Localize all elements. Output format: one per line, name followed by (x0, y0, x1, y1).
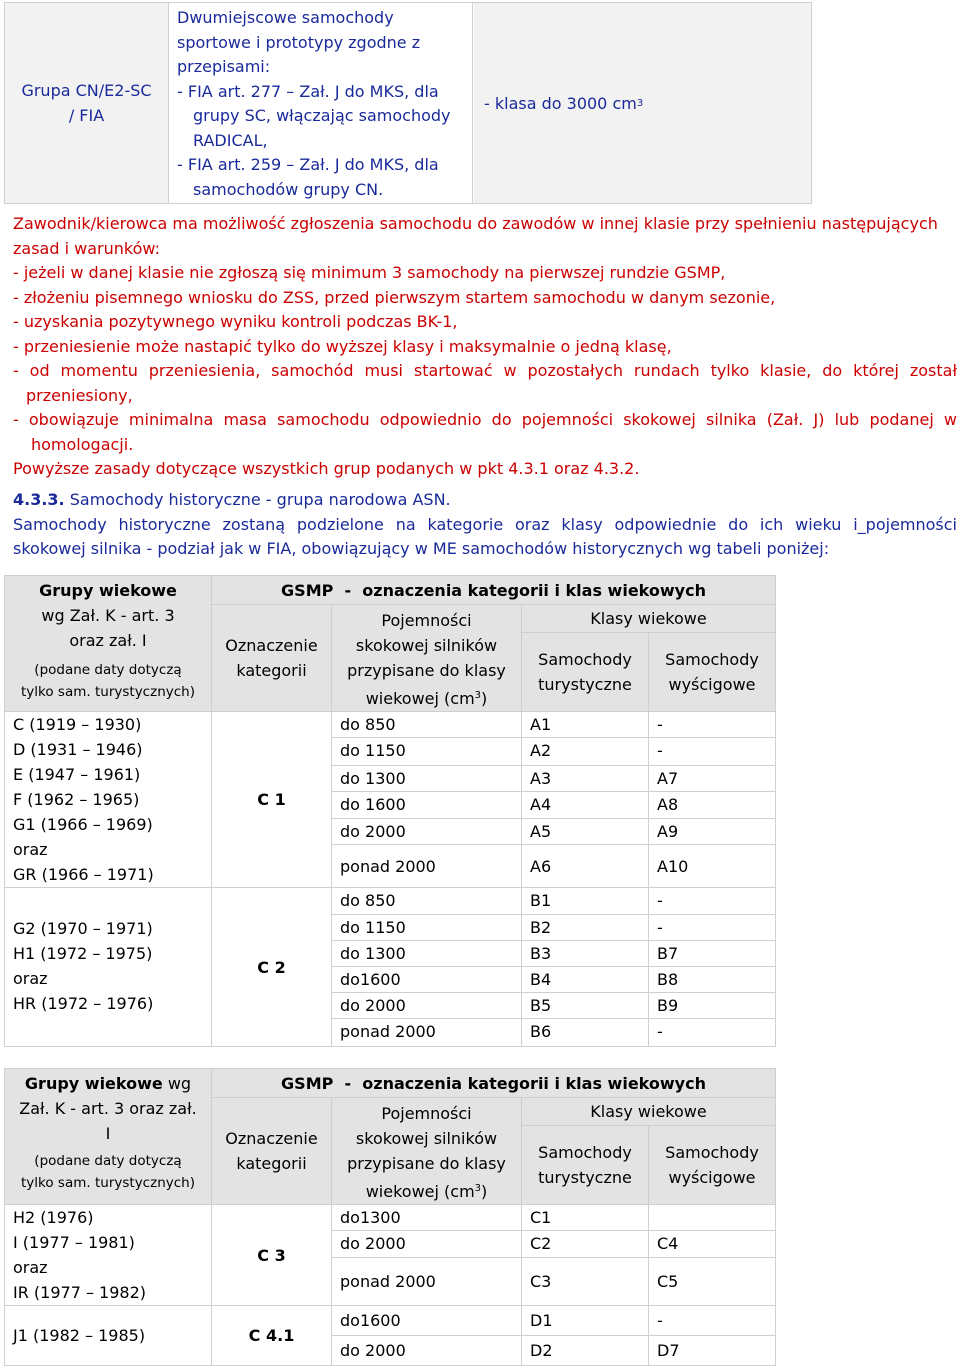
rules-intro-line: zasad i warunków: (13, 238, 160, 258)
capacity-cell: do 1600 (332, 792, 522, 818)
age-group: I (1977 – 1981) (13, 1233, 135, 1252)
header-groups-line: wg Zał. K - art. 3 (41, 606, 175, 625)
header-racing (649, 633, 776, 712)
header-groups-note: (podane daty dotyczą (34, 662, 182, 678)
racing-cell: - (649, 915, 776, 941)
rules-intro-line: Zawodnik/kierowca ma możliwość zgłoszenia samochodu do zawodów w innej klasie przy spełnieniu następujących (13, 214, 938, 233)
header-category-line: kategorii (236, 661, 307, 680)
racing-cell: - (649, 1019, 776, 1047)
header-category-line: kategorii (236, 1154, 307, 1173)
header-gsmp (212, 576, 776, 605)
description-cell (169, 3, 473, 203)
header-groups-line: I (105, 1124, 111, 1143)
section-title: Samochody historyczne - grupa narodowa ASN. (64, 490, 451, 509)
racing-cell: C5 (649, 1257, 776, 1306)
header-capacity-end: ) (481, 689, 488, 708)
touring-cell: A4 (522, 792, 649, 818)
age-group: H2 (1976) (13, 1208, 94, 1227)
desc-line: Dwumiejscowe samochody (177, 8, 394, 27)
racing-cell: - (649, 738, 776, 765)
desc-line: - FIA art. 259 – Zał. J do MKS, dla (177, 155, 439, 174)
touring-cell: B3 (522, 941, 649, 967)
header-capacity-sup: 3 (474, 1183, 482, 1194)
age-group: F (1962 – 1965) (13, 790, 140, 809)
header-racing-line: Samochody (665, 1143, 759, 1163)
header-touring-line: Samochody (538, 1143, 632, 1163)
header-category (212, 605, 332, 712)
desc-line: grupy SC, włączając samochody (193, 106, 451, 125)
capacity-cell: do 2000 (332, 993, 522, 1019)
capacity-cell: do 1150 (332, 915, 522, 941)
section-heading (13, 488, 957, 513)
header-touring-line: Samochody (538, 650, 632, 670)
age-groups-cell (5, 1306, 212, 1366)
history-table-1 (4, 575, 776, 1047)
category-cell: C 4.1 (212, 1306, 332, 1366)
age-group: HR (1972 – 1976) (13, 994, 154, 1013)
header-capacity-text: wiekowej (cm (365, 689, 475, 708)
rules-item: - złożeniu pisemnego wniosku do ZSS, przed pierwszym startem samochodu w danym sezonie, (13, 287, 776, 307)
header-groups-note: tylko sam. turystycznych) (21, 1175, 195, 1191)
class-cell (474, 3, 811, 203)
section-body-line: Samochody historyczne zostaną podzielone na kategorie oraz klasy odpowiednie do ich wieku i_pojemności (13, 514, 957, 534)
age-group: G1 (1966 – 1969) (13, 815, 153, 834)
racing-cell: B9 (649, 993, 776, 1019)
class-sup: 3 (636, 97, 644, 109)
capacity-cell: do 850 (332, 888, 522, 915)
header-gsmp-label: GSMP (281, 1073, 334, 1093)
racing-cell: - (649, 888, 776, 915)
history-table-2 (4, 1068, 776, 1366)
age-group: oraz (13, 969, 48, 988)
header-capacity-line: przypisane do klasy (347, 661, 506, 680)
capacity-cell: do 1150 (332, 738, 522, 765)
rules-item: przeniesiony, (26, 385, 133, 405)
touring-cell: C1 (522, 1205, 649, 1231)
touring-cell: C2 (522, 1231, 649, 1257)
header-capacity (332, 605, 522, 712)
rules-summary: Powyższe zasady dotyczące wszystkich grup podanych w pkt 4.3.1 oraz 4.3.2. (13, 459, 640, 478)
header-groups-rest: wg (162, 1074, 192, 1093)
touring-cell: B6 (522, 1019, 649, 1047)
racing-cell: A10 (649, 845, 776, 888)
touring-cell: B4 (522, 967, 649, 993)
desc-line: samochodów grupy CN. (193, 179, 384, 199)
touring-cell: D2 (522, 1336, 649, 1366)
header-gsmp-label: GSMP (281, 580, 334, 600)
header-groups-line: Zał. K - art. 3 oraz zał. (19, 1099, 197, 1118)
touring-cell: D1 (522, 1306, 649, 1336)
age-group: G2 (1970 – 1971) (13, 919, 153, 938)
touring-cell: B2 (522, 915, 649, 941)
racing-cell: - (649, 712, 776, 738)
touring-cell: C3 (522, 1257, 649, 1306)
header-groups-cell (5, 1069, 212, 1205)
capacity-cell: do 2000 (332, 818, 522, 844)
header-capacity-line: Pojemności (381, 1104, 472, 1123)
header-capacity-end: ) (481, 1182, 488, 1201)
header-gsmp-rest: - oznaczenia kategorii i klas wiekowych (333, 580, 706, 600)
header-category-line: Oznaczenie (225, 1129, 318, 1148)
racing-cell: - (649, 1306, 776, 1336)
racing-cell: B7 (649, 941, 776, 967)
age-groups-cell (5, 712, 212, 888)
header-groups-title-line (9, 1071, 207, 1096)
header-capacity-line: przypisane do klasy (347, 1154, 506, 1173)
age-groups-cell (5, 888, 212, 1047)
racing-cell: A7 (649, 765, 776, 791)
rules-item: homologacji. (31, 434, 134, 454)
header-category (212, 1098, 332, 1205)
header-groups-note: (podane daty dotyczą (34, 1153, 182, 1169)
age-group: D (1931 – 1946) (13, 740, 143, 759)
desc-line: przepisami: (177, 57, 271, 76)
header-capacity-line (340, 683, 513, 711)
racing-cell: C4 (649, 1231, 776, 1257)
top-group-row (4, 2, 812, 204)
capacity-cell: do1300 (332, 1205, 522, 1231)
touring-cell: B5 (522, 993, 649, 1019)
header-touring (522, 1126, 649, 1205)
header-racing (649, 1126, 776, 1205)
header-capacity-line: skokowej silników (355, 636, 498, 655)
section-number: 4.3.3. (13, 490, 65, 509)
touring-cell: A1 (522, 712, 649, 738)
touring-cell: A5 (522, 818, 649, 844)
capacity-cell: do 2000 (332, 1231, 522, 1257)
header-racing-line: wyścigowe (668, 675, 756, 695)
racing-cell: A8 (649, 792, 776, 818)
category-cell: C 3 (212, 1205, 332, 1306)
group-cell (5, 3, 169, 203)
class-text: - klasa do 3000 cm (484, 93, 637, 113)
header-age-classes: Klasy wiekowe (522, 605, 776, 633)
section-block (13, 488, 957, 562)
rules-item: - uzyskania pozytywnego wyniku kontroli podczas BK-1, (13, 312, 458, 331)
rules-item: - obowiązuje minimalna masa samochodu odpowiednio do pojemności skokowej silnika (Zał. J) lub podanej w (13, 410, 957, 429)
desc-line: sportowe i prototypy zgodne z (177, 32, 421, 52)
header-racing-line: wyścigowe (668, 1168, 756, 1188)
capacity-cell: do1600 (332, 1306, 522, 1336)
section-body-line: skokowej silnika - podział jak w FIA, obowiązujący w ME samochodów historycznych wg tabeli poniżej: (13, 539, 830, 558)
header-racing-line: Samochody (665, 650, 759, 670)
header-groups-title: Grupy wiekowe (24, 1074, 163, 1093)
rules-item: - przeniesienie może nastapić tylko do wyższej klasy i maksymalnie o jedną klasę, (13, 336, 672, 356)
touring-cell: A2 (522, 738, 649, 765)
group-line: Grupa CN/E2-SC (21, 81, 152, 100)
age-group: oraz (13, 1258, 48, 1277)
category-cell: C 2 (212, 888, 332, 1047)
age-group: GR (1966 – 1971) (13, 865, 154, 884)
capacity-cell: do 2000 (332, 1336, 522, 1366)
group-line: / FIA (68, 106, 105, 125)
header-category-line: Oznaczenie (225, 636, 318, 655)
header-capacity (332, 1098, 522, 1205)
racing-cell (649, 1205, 776, 1231)
header-groups-title: Grupy wiekowe (39, 581, 177, 600)
header-capacity-line (340, 1176, 513, 1204)
header-touring (522, 633, 649, 712)
header-gsmp (212, 1069, 776, 1098)
racing-cell: B8 (649, 967, 776, 993)
header-groups-note: tylko sam. turystycznych) (21, 684, 195, 700)
capacity-cell: ponad 2000 (332, 1257, 522, 1306)
rules-item: - jeżeli w danej klasie nie zgłoszą się minimum 3 samochody na pierwszej rundzie GSMP, (13, 263, 726, 282)
age-group: IR (1977 – 1982) (13, 1283, 147, 1302)
capacity-cell: do 850 (332, 712, 522, 738)
header-gsmp-rest: - oznaczenia kategorii i klas wiekowych (333, 1073, 706, 1093)
desc-line: - FIA art. 277 – Zał. J do MKS, dla (177, 81, 439, 101)
touring-cell: A3 (522, 765, 649, 791)
category-cell: C 1 (212, 712, 332, 888)
capacity-cell: ponad 2000 (332, 1019, 522, 1047)
touring-cell: B1 (522, 888, 649, 915)
capacity-cell: do 1300 (332, 765, 522, 791)
header-touring-line: turystyczne (538, 675, 632, 695)
header-groups-cell (5, 576, 212, 712)
age-group: H1 (1972 – 1975) (13, 944, 153, 963)
touring-cell: A6 (522, 845, 649, 888)
racing-cell: D7 (649, 1336, 776, 1366)
age-group: E (1947 – 1961) (13, 765, 141, 784)
header-touring-line: turystyczne (538, 1168, 632, 1188)
header-age-classes: Klasy wiekowe (522, 1098, 776, 1126)
age-group: C (1919 – 1930) (13, 715, 142, 734)
age-group: oraz (13, 840, 48, 859)
capacity-cell: do 1300 (332, 941, 522, 967)
desc-line: RADICAL, (193, 130, 268, 150)
rules-block (13, 212, 957, 482)
capacity-cell: do1600 (332, 967, 522, 993)
header-capacity-sup: 3 (474, 690, 482, 701)
header-groups-line: oraz zał. I (69, 631, 147, 650)
age-group: J1 (1982 – 1985) (13, 1326, 146, 1345)
header-capacity-text: wiekowej (cm (365, 1182, 475, 1201)
racing-cell: A9 (649, 818, 776, 844)
rules-item: - od momentu przeniesienia, samochód musi startować w pozostałych rundach tylko klasie, do której został (13, 361, 957, 380)
capacity-cell: ponad 2000 (332, 845, 522, 888)
header-capacity-line: skokowej silników (355, 1129, 498, 1148)
age-groups-cell (5, 1205, 212, 1306)
header-capacity-line: Pojemności (381, 611, 472, 630)
